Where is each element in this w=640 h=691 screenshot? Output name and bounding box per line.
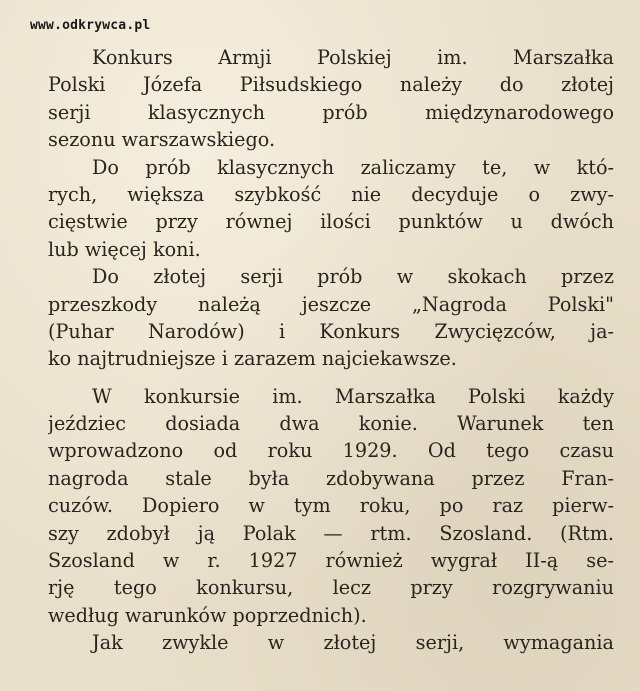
text-line: (Puhar Narodów) i Konkurs Zwycięzców, ja- [48, 319, 614, 343]
text-line: serji klasycznych prób międzynarodowego [48, 100, 614, 124]
text-line: wprowadzono od roku 1929. Od tego czasu [48, 439, 614, 463]
text-line: Do prób klasycznych zaliczamy te, w któ- [92, 155, 614, 179]
paragraph-gap [48, 373, 614, 383]
text-line: według warunków poprzednich). [48, 603, 367, 627]
text-line: Polski Józefa Piłsudskiego należy do złotej [48, 73, 614, 97]
text-line: jeździec dosiada dwa konie. Warunek ten [48, 412, 614, 436]
paragraph-3 [48, 263, 614, 373]
text-line: Konkurs Armji Polskiej im. Marszałka [92, 46, 614, 69]
text-line: W konkursie im. Marszałka Polski każdy [92, 384, 614, 408]
paragraph-2 [48, 154, 614, 264]
text-line: sezonu warszawskiego. [48, 128, 276, 152]
paragraph-5 [48, 629, 614, 656]
text-line: rję tego konkursu, lecz przy rozgrywaniu [48, 576, 614, 600]
text-line: szy zdobył ją Polak — rtm. Szosland. (Rtm. [48, 521, 614, 545]
text-line: Jak zwykle w złotej serji, wymagania [92, 631, 614, 655]
text-line: cięstwie przy równej ilości punktów u dwóch [48, 210, 614, 234]
text-line: ko najtrudniejsze i zarazem najciekawsze. [48, 347, 457, 371]
text-line: cuzów. Dopiero w tym roku, po raz pierw- [48, 494, 614, 518]
text-line: lub więcej koni. [48, 237, 201, 261]
text-line: rych, większa szybkość nie decyduje o zwy- [48, 182, 614, 206]
watermark: www.odkrywca.pl [30, 18, 151, 33]
text-line: Szosland w r. 1927 również wygrał II-ą se- [48, 549, 614, 573]
article-text [48, 44, 614, 657]
paragraph-4 [48, 383, 614, 630]
text-line: przeszkody należą jeszcze „Nagroda Polski" [48, 292, 614, 316]
text-line: nagroda stale była zdobywana przez Fran- [48, 466, 614, 490]
paragraph-1 [48, 44, 614, 154]
text-line: Do złotej serji prób w skokach przez [92, 265, 614, 289]
